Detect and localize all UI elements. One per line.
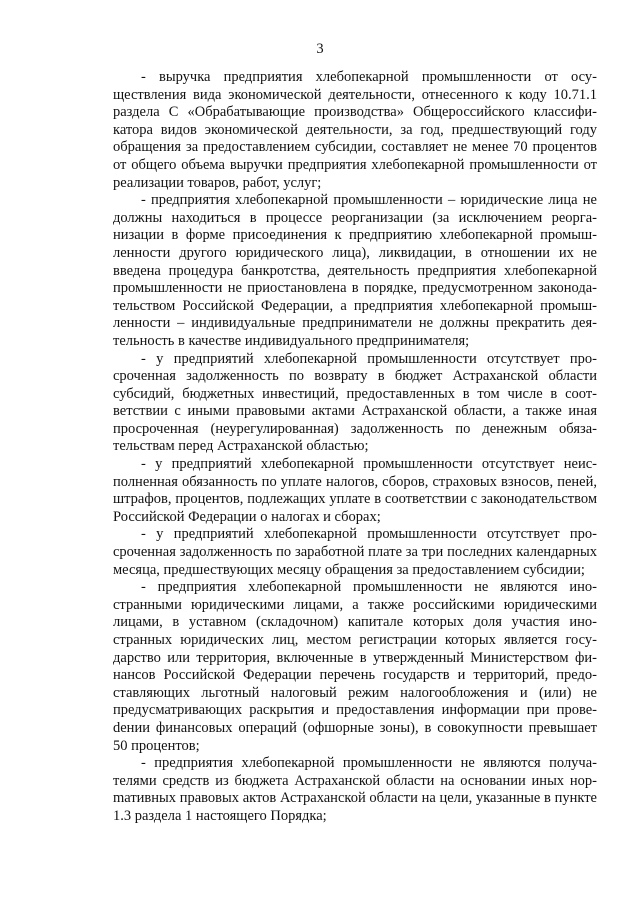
paragraph-no-overdue-budget-debt: - у предприятий хлебопекарной промышленности отсутствует просроченная задолженность по возврату в бюджет Астраханской области субсидий, бюджетных инвестиций, предоставленных в том числе в соответствии с иными правовыми актами Астраханской области, а также иная просроченная (неурегулированная) задолженность по денежным обязательствам перед Астраханской областью; (113, 350, 597, 455)
page-number: 3 (316, 41, 324, 57)
paragraph-not-other-recipient: - предприятия хлебопекарной промышленности не являются получателями средств из бюджета Астраханской области на основании иных норmативных правовых актов Астраханской области на цели, указанные в пункте 1.3 раздела 1 настоящего Порядка; (113, 755, 597, 824)
paragraph-not-foreign-entity: - предприятия хлебопекарной промышленности не являются иностранными юридическими лицами, а также российскими юридическими лицами, в уставном (складочном) капитале которых доля участия иностранных юридических лиц, местом регистрации которых является государство или территория, включенные в утвержденный Министерством финансов Российской Федерации перечень государств и территорий, предоставляющих льготный налоговый режим налогообложения и (или) не предусматривающих раскрытия и предоставления информации при провеdении финансовых операций (офшорные зоны), в совокупности превышает 50 процентов; (113, 579, 597, 754)
paragraph-no-reorganization: - предприятия хлебопекарной промышленности – юридические лица не должны находиться в процессе реорганизации (за исключением реорганизации в форме присоединения к предприятию хлебопекарной промышленности другого юридического лица), ликвидации, в отношении их не введена процедура банкротства, деятельность предприятия хлебопекарной промышленности не приостановлена в порядке, предусмотренном законодательством Российской Федерации, а предприятия хлебопекарной промышленности – индивидуальные предприниматели не должны прекратить деятельность в качестве индивидуального предпринимателя; (113, 192, 597, 349)
paragraph-revenue-share: - выручка предприятия хлебопекарной промышленности от осуществления вида экономической деятельности, отнесенного к коду 10.71.1 раздела С «Обрабатывающие производства» Общероссийского классификатора видов экономической деятельности, за год, предшествующий году обращения за предоставлением субсидии, составляет не менее 70 процентов от общего объема выручки предприятия хлебопекарной промышленности от реализации товаров, работ, услуг; (113, 69, 597, 191)
body-text (113, 69, 597, 826)
paragraph-no-unpaid-taxes: - у предприятий хлебопекарной промышленности отсутствует неисполненная обязанность по уплате налогов, сборов, страховых взносов, пеней, штрафов, процентов, подлежащих уплате в соответствии с законодательством Российской Федерации о налогах и сборах; (113, 456, 597, 525)
paragraph-no-wage-arrears: - у предприятий хлебопекарной промышленности отсутствует просроченная задолженность по заработной плате за три последних календарных месяца, предшествующих месяцу обращения за предоставлением субсидии; (113, 526, 597, 578)
